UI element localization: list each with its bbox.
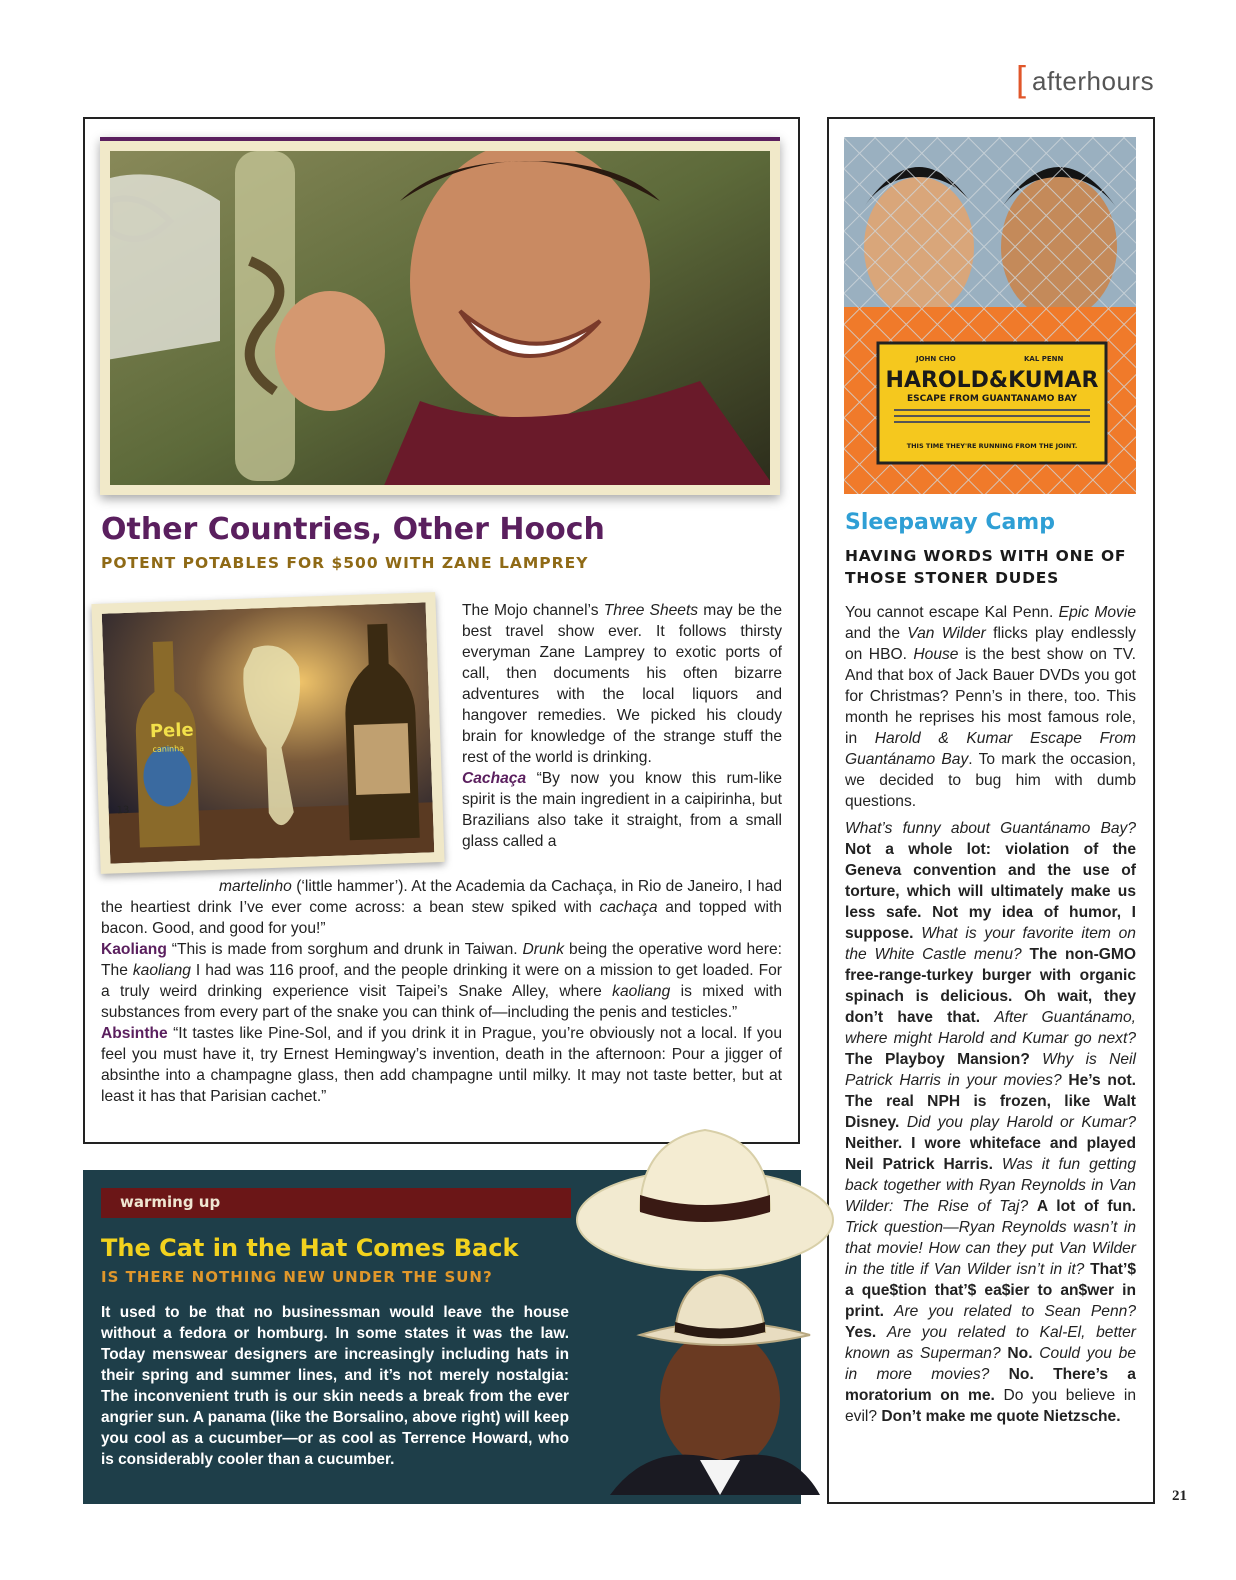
answer: The Playboy Mansion? [845,1051,1043,1068]
camp-intro-2: and the [845,625,908,642]
poster-tagline: THIS TIME THEY'RE RUNNING FROM THE JOINT. [906,442,1078,450]
bottles-illustration [102,602,435,863]
warming-up-label: warming up [120,1193,221,1211]
camp-intro-3: flicks play endlessly on HBO. [845,625,1136,663]
camp-intro [845,602,1136,812]
poster-subtitle: ESCAPE FROM GUANTANAMO BAY [907,394,1077,404]
hat-body-text: It used to be that no businessman would leave the house without a fedora or homburg. In some states it was the law. Today menswear designers are increasingly including hats in their spring and summer lines, and it’s not merely nostalgia: The inconvenient truth is our skin needs a break from the ever angrier sun. A panama (like the Borsalino, above right) will keep you cool as a cucumber—or as cool as Terrence Howard, who is considerably cooler than a cucumber. [101,1304,569,1468]
answer: A lot of fun. [1036,1198,1137,1215]
hooch-title: Other Countries, Other Hooch [101,512,605,547]
poster-actor-2: KAL PENN [1024,355,1064,363]
cachaca-continued [101,876,782,939]
show-name: Three Sheets [603,602,699,619]
absinthe-lead: Absinthe [101,1025,168,1042]
absinthe-paragraph [101,1023,782,1107]
hooch-subtitle: POTENT POTABLES FOR $500 WITH ZANE LAMPREY [101,554,589,572]
answer: Not a whole lot: violation of the Geneva convention and the use of torture, which will ultimately make us less safe. Not my idea of humor, I suppose. [845,841,1136,942]
zane-lamprey-photo [100,137,780,495]
answer: No. There’s a moratorium on me. [845,1366,1136,1404]
answer: Neither. I wore whiteface and played Neil Patrick Harris. [845,1135,1136,1173]
bottle-sublabel: caninha [152,743,185,755]
answer: That’$ a que$tion that’$ ea$ier to an$wer in print. [845,1261,1136,1320]
bottle-label: Pele [149,719,195,743]
question: Was it fun getting back together with Ryan Reynolds in Van Wilder: The Rise of Taj? [845,1156,1136,1215]
page-number: 21 [1172,1488,1187,1504]
kaoliang-lead: Kaoliang [101,941,167,958]
cachaca-italic: cachaça [599,899,658,916]
section-label: afterhours [1032,66,1155,96]
question: Why is Neil Patrick Harris in your movies? [845,1051,1136,1089]
camp-intro-4: is the best show on TV. And that box of Jack Bauer DVDs you got for Christmas? Penn’s in there, too. This month he reprises his most famous role, in [845,646,1136,747]
harold-kumar-title: Harold & Kumar Escape From Guantánamo Bay [845,730,1136,768]
hat-subtitle: IS THERE NOTHING NEW UNDER THE SUN? [101,1268,493,1286]
cachaca-lead: Cachaça [462,770,527,787]
section-tag [1016,58,1166,102]
kaoliang-italic-1: kaoliang [132,962,191,979]
kaoliang-text-2: being the operative word here: The [101,941,782,979]
question: Trick question—Ryan Reynolds wasn’t in that movie! How can they put Van Wilder in the title if Van Wilder isn’t in it? [845,1219,1136,1278]
hooch-body-text [101,876,782,1107]
answer: Don’t make me quote Nietzsche. [881,1408,1121,1425]
photo-frame [100,141,780,495]
question: After Guantánamo, where might Harold and Kumar go next? [845,1009,1136,1047]
cachaca-text-1: “By now you know this rum-like spirit is the main ingredient in a caipirinha, but Brazilians also take it straight, from a small glass called a [462,770,782,850]
kaoliang-italic-2: kaoliang [612,983,671,1000]
camp-subtitle: HAVING WORDS WITH ONE OF THOSE STONER DUDES [845,547,1127,587]
answer: No. [1007,1345,1040,1362]
camp-body-text [845,602,1136,1427]
section-bracket: [ [1016,58,1027,99]
question: What is your favorite item on the White Castle menu? [845,925,1136,963]
cachaca-text-2: (‘little hammer’). At the Academia da Cachaça, in Rio de Janeiro, I had the heartiest drink I’ve ever come across: a bean stew spiked with [101,878,782,916]
poster-title: HAROLD&KUMAR [885,368,1099,393]
answer: Yes. [845,1324,887,1341]
question: Did you play Harold or Kumar? [906,1114,1136,1131]
kaoliang-text-4: is mixed with substances from every part of the snake you can think of—including the penis and testicles.” [101,983,782,1021]
camp-intro-5: . To mark the occasion, we decided to bug him with dumb questions. [845,751,1136,810]
camp-qa [845,818,1136,1427]
martelinho: martelinho [219,878,292,895]
hooch-intro-text [462,600,782,852]
harold-kumar-poster [844,137,1136,494]
bottles-photo [91,592,444,874]
drunk-italic: Drunk [522,941,565,958]
van-wilder: Van Wilder [907,625,986,642]
question: Are you related to Sean Penn? [894,1303,1136,1320]
epic-movie: Epic Movie [1058,604,1136,621]
house: House [913,646,959,663]
camp-intro-1: You cannot escape Kal Penn. [845,604,1059,621]
hats-illustration [570,1110,835,1495]
question: Could you be in more movies? [845,1345,1136,1383]
answer: The non-GMO free-range-turkey burger with organic spinach is delicious. Oh wait, they don’t have that. [845,946,1137,1026]
cachaca-text-3: and topped with bacon. Good, and good for you!” [101,899,782,937]
kaoliang-text-1: “This is made from sorghum and drunk in Taiwan. [166,941,523,958]
kaoliang-paragraph [101,939,782,1023]
question: Are you related to Kal-El, better known as Superman? [845,1324,1136,1362]
hat-title: The Cat in the Hat Comes Back [101,1234,519,1262]
poster-actor-1: JOHN CHO [916,355,956,363]
answer: He’s not. The real NPH is frozen, like Walt Disney. [845,1072,1136,1131]
question: Do you believe in evil? [845,1387,1136,1425]
absinthe-text: “It tastes like Pine-Sol, and if you drink it in Prague, you’re obviously not a local. If you feel you must have it, try Ernest Hemingway’s invention, death in the afternoon: Pour a jigger of absinthe into a champagne glass, then add champagne until milky. It may not taste better, but at least it has that Parisian cachet.” [101,1025,782,1105]
intro-part-1: The Mojo channel’s [462,602,604,619]
shelf-number: 13 [116,804,130,817]
kaoliang-text-3: I had was 116 proof, and the people drinking it were on a mission to get loaded. For a truly weird drinking experience visit Taipei’s Snake Alley, where [101,962,782,1000]
poster-illustration [844,137,1136,494]
camp-title: Sleepaway Camp [845,510,1055,535]
question: What’s funny about Guantánamo Bay? [845,820,1136,837]
intro-part-2: may be the best travel show ever. It follows thirsty everyman Zane Lamprey to exotic ports of call, then documents his often bizarre adventures with the local liquors and hangover remedies. We picked his cloudy brain for knowledge of the strange stuff the rest of the world is drinking. [462,602,782,766]
